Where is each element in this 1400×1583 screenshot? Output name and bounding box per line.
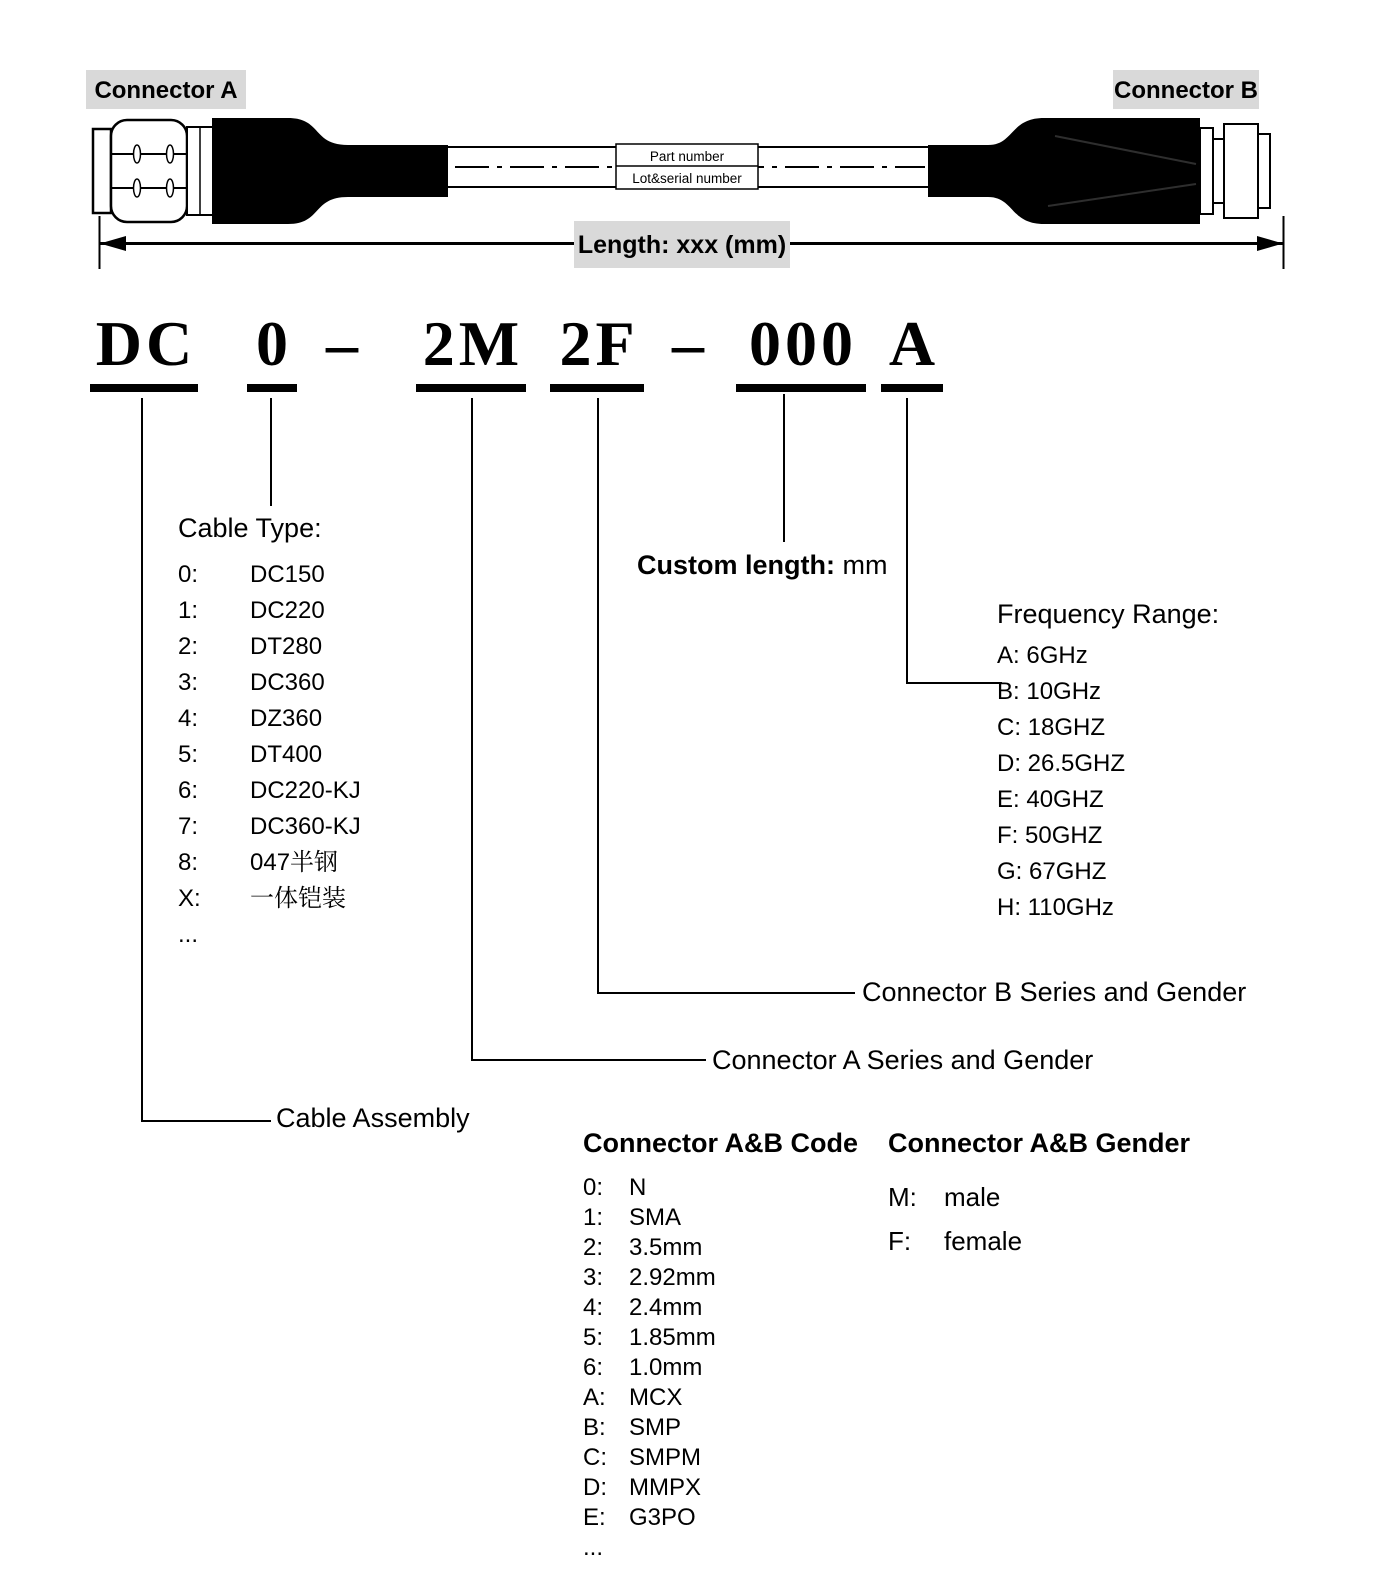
- connector-code-item: [583, 1353, 858, 1383]
- cable-type-name: 047半钢: [250, 849, 339, 876]
- cable-type-code: 2:: [178, 633, 199, 660]
- leader-line-connector-a-h: [471, 1059, 706, 1061]
- leader-line-frequency: [906, 398, 908, 684]
- cable-type-name: DC220: [250, 597, 325, 624]
- connector-code-name: N: [629, 1174, 647, 1201]
- cable-type-item: [178, 701, 361, 737]
- cable-type-code: 4:: [178, 705, 199, 732]
- connector-code-name: SMA: [629, 1204, 682, 1231]
- part-number: [0, 300, 1400, 400]
- part-number-segment: DC: [90, 300, 198, 392]
- connector-code-code: D:: [583, 1474, 607, 1501]
- cable-type-code: 0:: [178, 561, 199, 588]
- cable-type-item: [178, 809, 361, 845]
- frequency-range-item: C: 18GHZ: [997, 714, 1106, 741]
- connector-code-code: C:: [583, 1444, 607, 1471]
- connector-code-item: [583, 1173, 858, 1203]
- marking-part-number-text: Part number: [649, 149, 725, 164]
- connector-code-item: [583, 1443, 858, 1473]
- connector-code-name: 1.85mm: [629, 1324, 716, 1351]
- frequency-range-heading: Frequency Range:: [997, 599, 1220, 629]
- cable-assembly-drawing: [0, 0, 1400, 300]
- cable-type-code: X:: [178, 885, 201, 912]
- connector-code-code: 5:: [583, 1324, 604, 1351]
- frequency-range-item: F: 50GHZ: [997, 822, 1103, 849]
- cable-type-name: DZ360: [250, 705, 323, 732]
- cable-type-item: [178, 773, 361, 809]
- cable-type-item: [178, 845, 361, 881]
- frequency-range-item: A: 6GHz: [997, 642, 1088, 669]
- part-number-segment: 2F: [550, 300, 644, 392]
- connector-code-name: SMP: [629, 1414, 682, 1441]
- connector-code-name: 1.0mm: [629, 1354, 703, 1381]
- cable-type-code: 5:: [178, 741, 199, 768]
- cable-type-item: [178, 593, 361, 629]
- connector-code-code: 3:: [583, 1264, 604, 1291]
- connector-code-code: A:: [583, 1384, 606, 1411]
- callout-cable-assembly: Cable Assembly: [276, 1103, 470, 1133]
- cable-type-code: 3:: [178, 669, 199, 696]
- connector-code-code: 4:: [583, 1294, 604, 1321]
- cable-type-list: [178, 557, 361, 917]
- leader-line-connector-b-h: [597, 992, 855, 994]
- part-number-segment: 2M: [416, 300, 526, 392]
- connector-code-item: [583, 1473, 858, 1503]
- custom-length: [637, 549, 887, 581]
- leader-line-connector-b: [597, 398, 599, 994]
- connector-code-item: [583, 1233, 858, 1263]
- hex-nut-detail: [167, 145, 174, 163]
- marking-lot-serial-text: Lot&serial number: [632, 171, 742, 186]
- frequency-range-item: E: 40GHZ: [997, 786, 1104, 813]
- cable-type-item: [178, 629, 361, 665]
- cable-type-name: DC360-KJ: [250, 813, 361, 840]
- connector-gender-item: [888, 1219, 1190, 1263]
- connector-b-ring1: [1200, 128, 1213, 214]
- part-number-segment: A: [881, 300, 943, 392]
- part-number-segment: 000: [736, 300, 866, 392]
- cable-marking-box: [616, 144, 758, 189]
- custom-length-unit: mm: [842, 550, 888, 580]
- hex-nut-detail: [167, 179, 174, 197]
- connector-gender-name: male: [944, 1182, 1001, 1212]
- frequency-range-item: G: 67GHZ: [997, 858, 1107, 885]
- cable-type-code: 8:: [178, 849, 199, 876]
- connector-code-name: MCX: [629, 1384, 683, 1411]
- connector-code-name: 2.4mm: [629, 1294, 703, 1321]
- part-number-segment: –: [326, 308, 362, 379]
- cable-type-more: ...: [178, 921, 199, 948]
- connector-code-item: [583, 1503, 858, 1533]
- connector-code-item: [583, 1383, 858, 1413]
- leader-line-custom-length: [783, 394, 785, 542]
- connector-gender-name: female: [944, 1226, 1023, 1256]
- connector-code-list: [583, 1173, 858, 1533]
- hex-nut-detail: [134, 179, 141, 197]
- connector-a-drawing: [93, 118, 448, 224]
- cable-type-code: 6:: [178, 777, 199, 804]
- connector-code-name: 2.92mm: [629, 1264, 716, 1291]
- connector-gender-list: [888, 1175, 1190, 1263]
- cable-type-name: DC360: [250, 669, 325, 696]
- connector-gender-heading: Connector A&B Gender: [888, 1128, 1191, 1158]
- connector-b-ring2: [1213, 139, 1224, 203]
- callout-connector-b: Connector B Series and Gender: [862, 977, 1247, 1007]
- cable-type-item: [178, 881, 361, 917]
- connector-code-code: 2:: [583, 1234, 604, 1261]
- leader-line-cable-assembly-h: [141, 1120, 271, 1122]
- dimension-arrow-right: [1257, 236, 1283, 251]
- part-number-segment: 0: [247, 300, 297, 392]
- connector-code-item: [583, 1293, 858, 1323]
- cable-type-name: DC220-KJ: [250, 777, 361, 804]
- frequency-range-list: [997, 638, 1219, 926]
- leader-line-cable-type: [270, 398, 272, 506]
- callout-connector-a: Connector A Series and Gender: [712, 1045, 1094, 1075]
- length-label: Length: xxx (mm): [577, 231, 787, 259]
- part-number-segment: –: [672, 308, 708, 379]
- cable-type-name: DT400: [250, 741, 323, 768]
- frequency-range-item: B: 10GHz: [997, 678, 1102, 705]
- frequency-range-item: D: 26.5GHZ: [997, 750, 1126, 777]
- hex-nut-detail: [134, 145, 141, 163]
- connector-a-hex-nut: [111, 120, 187, 222]
- cable-type-item: [178, 737, 361, 773]
- connector-b-body: [1224, 124, 1258, 218]
- connector-code-code: B:: [583, 1414, 606, 1441]
- connector-code-item: [583, 1263, 858, 1293]
- cable-type-item: [178, 665, 361, 701]
- frequency-range-section: [997, 598, 1219, 926]
- connector-a-boot: [212, 118, 448, 224]
- connector-code-name: 3.5mm: [629, 1234, 703, 1261]
- cable-type-name: DC150: [250, 561, 325, 588]
- connector-gender-code: M:: [888, 1182, 917, 1212]
- connector-b-label: Connector B: [1114, 77, 1258, 104]
- connector-b-boot: [928, 118, 1200, 224]
- connector-code-code: 0:: [583, 1174, 604, 1201]
- connector-b-drawing: [928, 118, 1270, 224]
- connector-gender-code: F:: [888, 1226, 912, 1256]
- connector-code-item: [583, 1203, 858, 1233]
- leader-line-frequency-h: [906, 682, 1002, 684]
- connector-code-item: [583, 1413, 858, 1443]
- custom-length-label: Custom length:: [637, 550, 835, 580]
- cable-type-code: 7:: [178, 813, 199, 840]
- cable-type-code: 1:: [178, 597, 199, 624]
- connector-code-item: [583, 1323, 858, 1353]
- connector-b-endcap: [1258, 134, 1270, 208]
- connector-code-section: [583, 1127, 858, 1563]
- connector-code-heading: Connector A&B Code: [583, 1128, 858, 1158]
- leader-line-cable-assembly: [141, 398, 143, 1122]
- cable-type-heading: Cable Type:: [178, 513, 322, 543]
- connector-code-code: 1:: [583, 1204, 604, 1231]
- connector-gender-item: [888, 1175, 1190, 1219]
- connector-gender-section: [888, 1127, 1190, 1263]
- connector-a-face: [93, 129, 111, 213]
- frequency-range-item: H: 110GHz: [997, 894, 1114, 921]
- cable-type-name: 一体铠装: [250, 885, 346, 912]
- cable-type-item: [178, 557, 361, 593]
- connector-code-code: 6:: [583, 1354, 604, 1381]
- connector-code-code: E:: [583, 1504, 606, 1531]
- connector-code-name: SMPM: [629, 1444, 701, 1471]
- connector-code-name: G3PO: [629, 1504, 696, 1531]
- connector-a-label: Connector A: [94, 77, 238, 104]
- connector-code-name: MMPX: [629, 1474, 701, 1501]
- dimension-arrow-left: [100, 236, 126, 251]
- cable-type-name: DT280: [250, 633, 323, 660]
- connector-code-more: ...: [583, 1534, 604, 1561]
- leader-line-connector-a: [471, 398, 473, 1061]
- cable-type-section: [178, 512, 361, 953]
